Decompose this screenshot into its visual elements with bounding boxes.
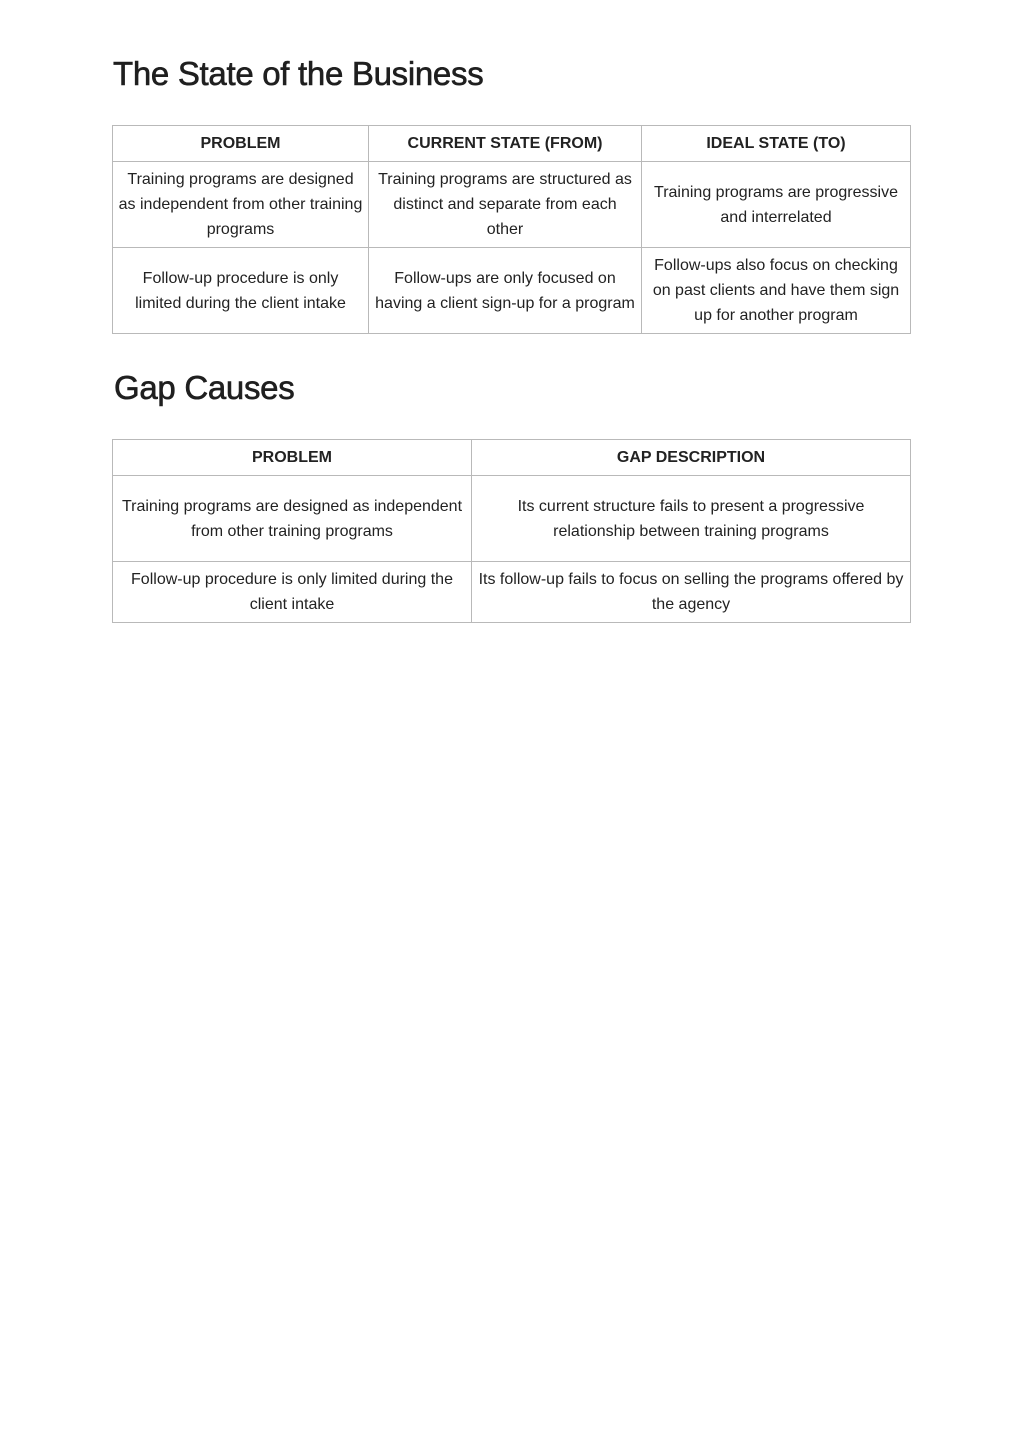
table-row bbox=[113, 248, 911, 334]
column-header-gap-description: GAP DESCRIPTION bbox=[472, 440, 911, 476]
table-cell: Follow-ups also focus on checking on past clients and have them sign up for another program bbox=[642, 248, 911, 334]
table-row bbox=[113, 476, 911, 562]
column-header-current-state: CURRENT STATE (FROM) bbox=[369, 126, 642, 162]
table-cell: Training programs are structured as distinct and separate from each other bbox=[369, 162, 642, 248]
table-cell: Follow-up procedure is only limited during the client intake bbox=[113, 248, 369, 334]
table-row bbox=[113, 162, 911, 248]
column-header-ideal-state: IDEAL STATE (TO) bbox=[642, 126, 911, 162]
table-cell: Follow-up procedure is only limited during the client intake bbox=[113, 562, 472, 623]
column-header-problem: PROBLEM bbox=[113, 440, 472, 476]
table-row bbox=[113, 562, 911, 623]
table-cell: Its current structure fails to present a progressive relationship between training programs bbox=[472, 476, 911, 562]
gap-causes-table bbox=[112, 439, 911, 623]
state-of-business-heading: The State of the Business bbox=[113, 55, 484, 92]
gap-causes-heading: Gap Causes bbox=[114, 369, 295, 406]
table-cell: Training programs are progressive and interrelated bbox=[642, 162, 911, 248]
table-cell: Follow-ups are only focused on having a client sign-up for a program bbox=[369, 248, 642, 334]
column-header-problem: PROBLEM bbox=[113, 126, 369, 162]
table-cell: Training programs are designed as independent from other training programs bbox=[113, 162, 369, 248]
table-cell: Training programs are designed as independent from other training programs bbox=[113, 476, 472, 562]
table-header-row bbox=[113, 126, 911, 162]
table-header-row bbox=[113, 440, 911, 476]
state-of-business-table bbox=[112, 125, 911, 334]
table-cell: Its follow-up fails to focus on selling the programs offered by the agency bbox=[472, 562, 911, 623]
